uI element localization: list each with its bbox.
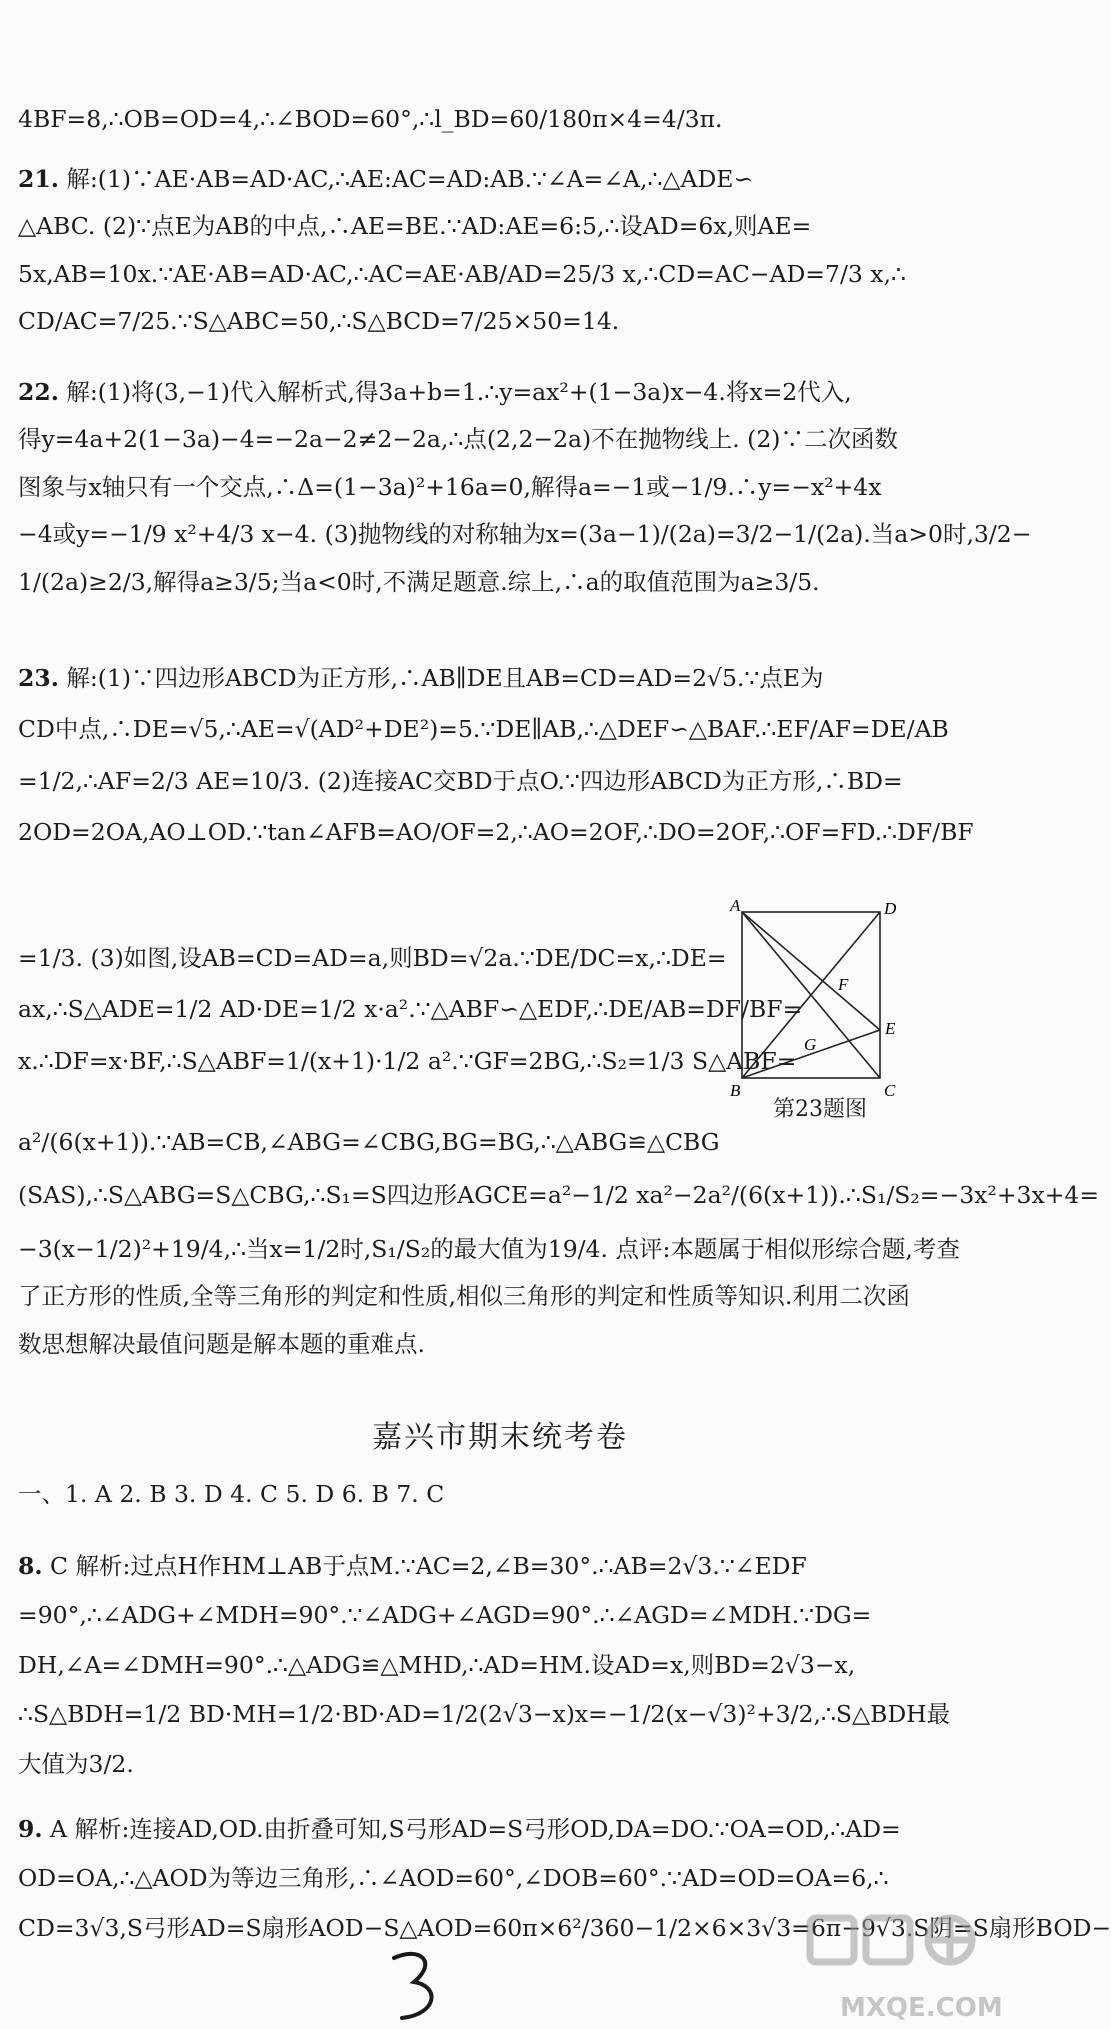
text-line: CD=3√3,S弓形AD=S扇形AOD−S△AOD=60π×6²/360−1/2×6×3√3=6π−9√3.S阴=S扇形BOD−: [18, 1913, 1111, 1942]
text-line: 2OD=2OA,AO⊥OD.∵tan∠AFB=AO/OF=2,∴AO=2OF,∴DO=2OF,∴OF=FD.∴DF/BF: [18, 818, 974, 847]
text-line: a²/(6(x+1)).∵AB=CB,∠ABG=∠CBG,BG=BG,∴△ABG≌△CBG: [18, 1128, 720, 1156]
handwritten-page-number: [380, 1948, 450, 2024]
text-line: 22. 解:(1)将(3,−1)代入解析式,得3a+b=1.∴y=ax²+(1−3a)x−4.将x=2代入,: [18, 378, 852, 406]
square-figure: [728, 898, 898, 1102]
label-e: E: [885, 1019, 896, 1038]
question-number: 9.: [18, 1815, 43, 1843]
figure-caption: 第23题图: [773, 1097, 867, 1122]
text-line: =1/2,∴AF=2/3 AE=10/3. (2)连接AC交BD于点O.∵四边形ABCD为正方形,∴BD=: [18, 766, 903, 795]
text-line: 数思想解决最值问题是解本题的重难点.: [18, 1329, 425, 1358]
text-line: 了正方形的性质,全等三角形的判定和性质,相似三角形的判定和性质等知识.利用二次函: [18, 1282, 910, 1311]
text-line: OD=OA,∴△AOD为等边三角形,∴∠AOD=60°,∠DOB=60°.∵AD=OD=OA=6,∴: [18, 1864, 889, 1893]
label-a: A: [730, 896, 741, 915]
text-line: 5x,AB=10x.∵AE·AB=AD·AC,∴AC=AE·AB/AD=25/3 x,∴CD=AC−AD=7/3 x,∴: [18, 259, 906, 288]
answer-23: [18, 664, 982, 870]
text-line: 8. C 解析:过点H作HM⊥AB于点M.∵AC=2,∠B=30°.∴AB=2√3.∵∠EDF: [18, 1552, 807, 1580]
watermark-logo: [800, 1898, 1003, 2028]
text-line: −4或y=−1/9 x²+4/3 x−4. (3)抛物线的对称轴为x=(3a−1)/(2a)=3/2−1/(2a).当a>0时,3/2−: [18, 520, 1032, 549]
text-line: 大值为3/2.: [18, 1749, 134, 1778]
prev-answer-tail: [18, 105, 982, 134]
text-line: =90°,∴∠ADG+∠MDH=90°.∵∠ADG+∠AGD=90°.∴∠AGD=∠MDH.∵DG=: [18, 1601, 872, 1630]
answer-23-beside-figure: [18, 944, 803, 1098]
text-line: CD中点,∴DE=√5,∴AE=√(AD²+DE²)=5.∵DE∥AB,∴△DEF∽△BAF.∴EF/AF=DE/AB: [18, 715, 949, 744]
text-line: =1/3. (3)如图,设AB=CD=AD=a,则BD=√2a.∵DE/DC=x,∴DE=: [18, 944, 727, 972]
question-number: 8.: [18, 1552, 43, 1580]
text-line: ax,∴S△ADE=1/2 AD·DE=1/2 x·a².∵△ABF∽△EDF,∴DE/AB=DF/BF=: [18, 995, 803, 1024]
text-line: DH,∠A=∠DMH=90°.∴△ADG≌△MHD,∴AD=HM.设AD=x,则BD=2√3−x,: [18, 1650, 856, 1679]
label-c: C: [884, 1081, 896, 1100]
text-line: 9. A 解析:连接AD,OD.由折叠可知,S弓形AD=S弓形OD,DA=DO.∵OA=OD,∴AD=: [18, 1815, 901, 1843]
watermark-text: MXQE.COM: [840, 1993, 1003, 2023]
text-line: (SAS),∴S△ABG=S△CBG,∴S₁=S四边形AGCE=a²−1/2 xa²−2a²/(6(x+1)).∴S₁/S₂=−3x²+3x+4=: [18, 1181, 1100, 1210]
answer-22: [18, 378, 1032, 597]
label-g: G: [804, 1035, 817, 1054]
question-number: 22.: [18, 378, 59, 406]
text-line: ∴S△BDH=1/2 BD·MH=1/2·BD·AD=1/2(2√3−x)x=−1/2(x−√3)²+3/2,∴S△BDH最: [18, 1700, 951, 1729]
text-line: 4BF=8,∴OB=OD=4,∴∠BOD=60°,∴l_BD=60/180π×4=4/3π.: [18, 105, 723, 133]
text-line: 23. 解:(1)∵四边形ABCD为正方形,∴AB∥DE且AB=CD=AD=2√5.∵点E为: [18, 664, 824, 692]
label-f: F: [838, 975, 849, 994]
text-line: △ABC. (2)∵点E为AB的中点,∴AE=BE.∵AD:AE=6:5,∴设AD=6x,则AE=: [18, 212, 812, 241]
answer-21: [18, 165, 982, 337]
text-line: 图象与x轴只有一个交点,∴Δ=(1−3a)²+16a=0,解得a=−1或−1/9.∴y=−x²+4x: [18, 472, 882, 501]
text-line: x.∴DF=x·BF,∴S△ABF=1/(x+1)·1/2 a².∵GF=2BG,∴S₂=1/3 S△ABF=: [18, 1046, 797, 1075]
text-line: 21. 解:(1)∵AE·AB=AD·AC,∴AE:AC=AD:AB.∵∠A=∠A,∴△ADE∽: [18, 165, 754, 193]
text-line: 1/(2a)≥2/3,解得a≥3/5;当a<0时,不满足题意.综上,∴a的取值范围为a≥3/5.: [18, 567, 820, 596]
answer-23-continued: [18, 1128, 1100, 1359]
answer-8: [18, 1552, 982, 1779]
label-b: B: [730, 1081, 741, 1100]
text-line: CD/AC=7/25.∵S△ABC=50,∴S△BCD=7/25×50=14.: [18, 307, 620, 336]
text-line: 一、1. A 2. B 3. D 4. C 5. D 6. B 7. C: [18, 1480, 445, 1508]
text-line: 得y=4a+2(1−3a)−4=−2a−2≠2−2a,∴点(2,2−2a)不在抛物线上. (2)∵二次函数: [18, 425, 898, 454]
label-d: D: [884, 899, 897, 918]
question-number: 23.: [18, 664, 59, 692]
choice-answers: [18, 1480, 982, 1509]
text-line: −3(x−1/2)²+19/4,∴当x=1/2时,S₁/S₂的最大值为19/4. 点评:本题属于相似形综合题,考查: [18, 1234, 960, 1263]
question-number: 21.: [18, 165, 59, 193]
section-title: 嘉兴市期末统考卷: [372, 1420, 628, 1455]
